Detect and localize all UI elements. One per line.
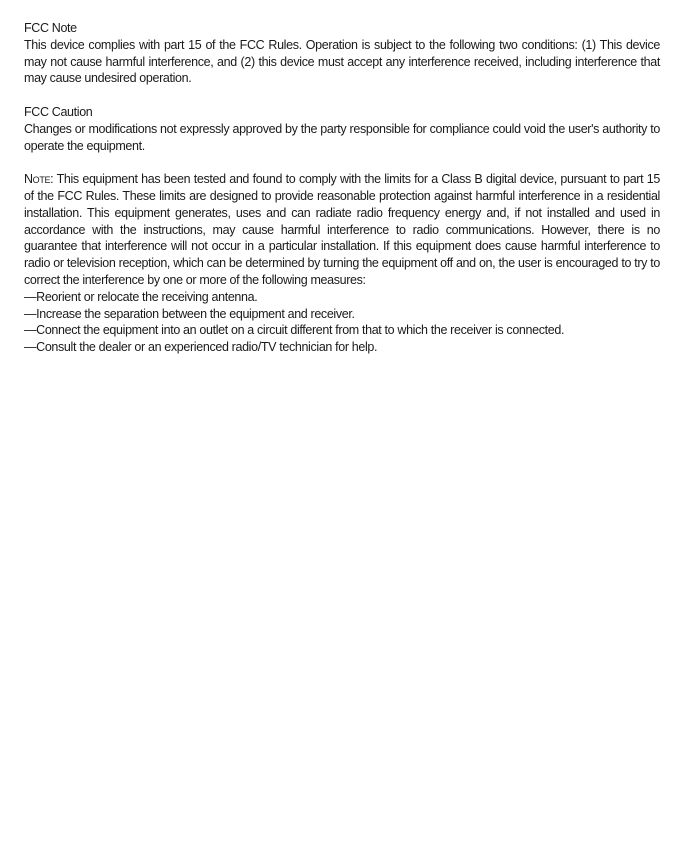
note-body: This equipment has been tested and found to comply with the limits for a Class B digital device, pursuant to part 15 of the FCC Rules. These limits are designed to provide reasonable protection against harmful interference in a residential installation. This equipment generates, uses and can radiate radio frequency energy and, if not installed and used in accordance with the instructions, may cause harmful interference to radio communications. However, there is no guarantee that interference will not occur in a particular installation. If this equipment does cause harmful interference to radio or television reception, which can be determined by turning the equipment off and on, the user is encouraged to try to correct the interference by one or more of the following measures: (24, 172, 660, 287)
class-b-note-paragraph (24, 171, 660, 289)
fcc-caution-heading: FCC Caution (24, 104, 93, 119)
measure-item-connect-outlet: —Connect the equipment into an outlet on a circuit different from that to which the receiver is connected. (24, 323, 565, 338)
measure-item-increase-separation: —Increase the separation between the equipment and receiver. (24, 306, 355, 321)
class-b-note-section (24, 171, 660, 356)
measures-list (24, 289, 660, 356)
measure-item-consult-dealer: —Consult the dealer or an experienced radio/TV technician for help. (24, 340, 378, 355)
fcc-note-body: This device complies with part 15 of the FCC Rules. Operation is subject to the following two conditions: (1) This device may not cause harmful interference, and (2) this device must accept any interference received, including interference that may cause undesired operation. (24, 37, 660, 86)
fcc-caution-body: Changes or modifications not expressly approved by the party responsible for compliance could void the user's authority to operate the equipment. (24, 121, 660, 153)
fcc-caution-section (24, 104, 660, 154)
fcc-note-section (24, 20, 660, 87)
measure-item-reorient-antenna: —Reorient or relocate the receiving antenna. (24, 289, 258, 304)
note-label: Note: (24, 172, 54, 187)
fcc-note-heading: FCC Note (24, 21, 77, 35)
